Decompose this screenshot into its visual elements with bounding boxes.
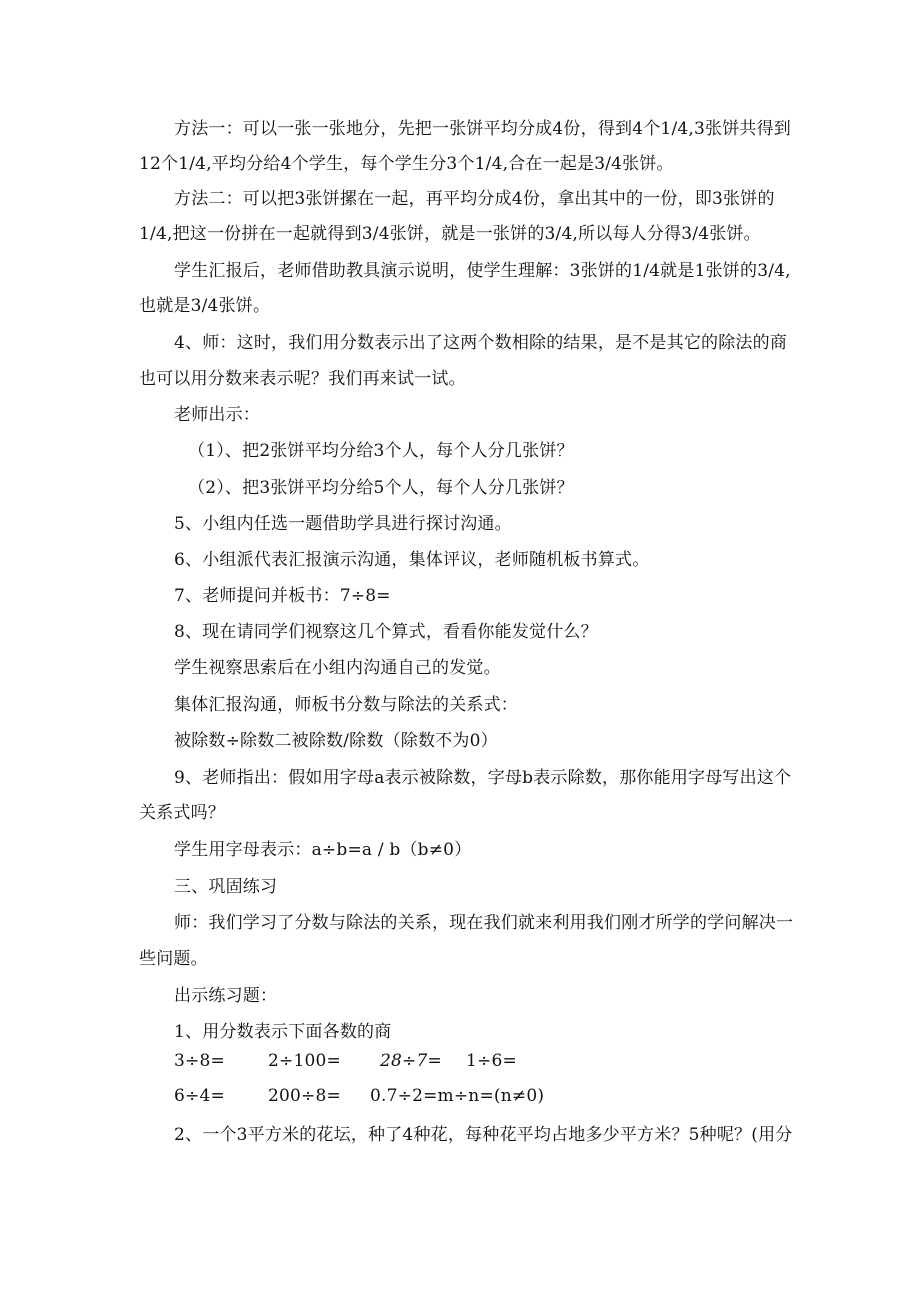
exercise-row-2 (174, 1085, 794, 1107)
paragraph-line: 4、师：这时，我们用分数表示出了这两个数相除的结果，是不是其它的除法的商 (174, 333, 788, 353)
formula-line: 被除数÷除数二被除数/除数（除数不为0） (174, 731, 498, 751)
paragraph-line: 关系式吗？ (139, 803, 225, 823)
paragraph-line: 学生视察思索后在小组内沟通自己的发觉。 (174, 658, 501, 678)
paragraph-line: 5、小组内任选一题借助学具进行探讨沟通。 (174, 514, 512, 534)
exercise-cell: 28÷7= (380, 1051, 442, 1071)
paragraph-line: 6、小组派代表汇报演示沟通，集体评议，老师随机板书算式。 (174, 550, 650, 570)
paragraph-line: 些问题。 (139, 949, 208, 969)
exercise-cell: 2÷100= (268, 1051, 341, 1071)
paragraph-line: 方法二：可以把3张饼摞在一起，再平均分成4份，拿出其中的一份，即3张饼的 (174, 189, 775, 209)
question-item-2: （2）、把3张饼平均分给5个人，每个人分几张饼？ (188, 478, 574, 498)
paragraph-line: 8、现在请同学们视察这几个算式，看看你能发觉什么？ (174, 622, 598, 642)
paragraph-line: 2、一个3平方米的花坛，种了4种花，每种花平均占地多少平方米？5种呢？(用分 (174, 1125, 793, 1145)
question-item-1: （1）、把2张饼平均分给3个人，每个人分几张饼？ (188, 441, 574, 461)
exercise-cell: 200÷8= (268, 1086, 341, 1106)
exercise-cell: 0.7÷2=m÷n=(n≠0) (370, 1086, 545, 1106)
exercise-cell: 1÷6= (466, 1051, 517, 1071)
section-heading: 三、巩固练习 (174, 877, 278, 897)
paragraph-line: 师：我们学习了分数与除法的关系，现在我们就来利用我们刚才所学的学问解决一 (174, 913, 794, 933)
paragraph-line: 9、老师指出：假如用字母a表示被除数，字母b表示除数，那你能用字母写出这个 (174, 768, 792, 788)
exercise-cell: 6÷4= (174, 1086, 225, 1106)
paragraph-line: 学生汇报后，老师借助教具演示说明，使学生理解：3张饼的1/4就是1张饼的3/4, (174, 261, 791, 281)
paragraph-line: 12个1/4,平均分给4个学生，每个学生分3个1/4,合在一起是3/4张饼。 (139, 154, 674, 174)
paragraph-line: 1/4,把这一份拼在一起就得到3/4张饼，就是一张饼的3/4,所以每人分得3/4张饼。 (139, 224, 761, 244)
exercise-heading: 1、用分数表示下面各数的商 (174, 1022, 392, 1042)
formula-line: 学生用字母表示：a÷b=a / b（b≠0） (174, 840, 472, 860)
exercise-row-1 (174, 1050, 794, 1072)
paragraph-line: 方法一：可以一张一张地分，先把一张饼平均分成4份，得到4个1/4,3张饼共得到 (174, 119, 792, 139)
paragraph-line: 也可以用分数来表示呢？我们再来试一试。 (139, 369, 466, 389)
exercise-cell: 3÷8= (174, 1051, 225, 1071)
paragraph-line: 出示练习题： (174, 986, 278, 1006)
paragraph-line: 7、老师提问并板书：7÷8= (174, 586, 391, 606)
paragraph-line: 集体汇报沟通，师板书分数与除法的关系式： (174, 695, 518, 715)
paragraph-line: 老师出示： (174, 405, 260, 425)
paragraph-line: 也就是3/4张饼。 (139, 296, 271, 316)
